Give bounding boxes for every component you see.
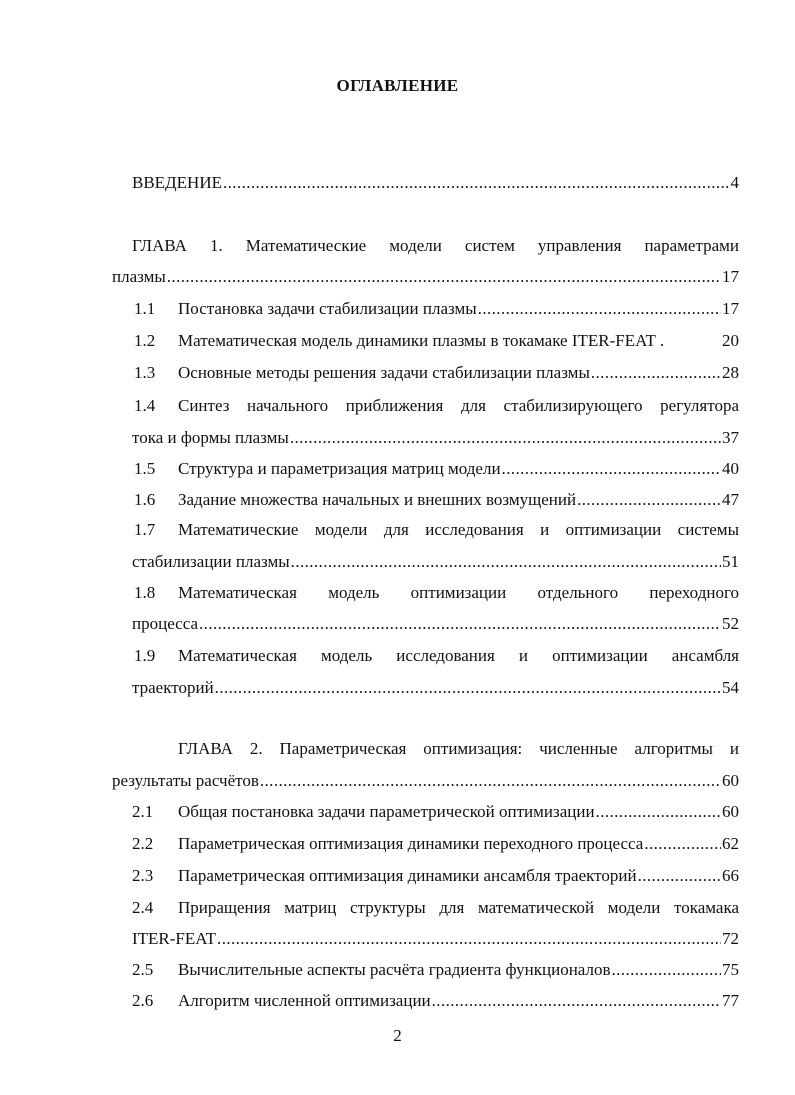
toc-entry-page: 37 xyxy=(722,428,739,447)
toc-entry-page: 17 xyxy=(722,267,739,286)
page-number: 2 xyxy=(393,1026,402,1045)
dot-leader xyxy=(644,833,721,855)
toc-entry-1-5 xyxy=(178,458,739,480)
toc-entry-text: Общая постановка задачи параметрической оптимизации xyxy=(178,802,595,821)
dot-leader xyxy=(478,298,721,320)
toc-entry-text: Структура и параметризация матриц модели xyxy=(178,459,501,478)
dot-leader xyxy=(290,427,721,449)
toc-entry-2-5 xyxy=(178,959,739,981)
toc-entry-2-1 xyxy=(178,801,739,823)
toc-entry-page: 28 xyxy=(722,363,739,382)
toc-entry-text: процесса xyxy=(132,614,199,633)
toc-entry-1-4-line2 xyxy=(132,427,739,449)
dot-leader xyxy=(199,613,721,635)
toc-entry-1-9-line1: Математическая модель исследования и оптимизации ансамбля xyxy=(178,646,739,665)
toc-entry-1-6 xyxy=(178,489,739,511)
toc-entry-2-4-line1: Приращения матриц структуры для математической модели токамака xyxy=(178,898,739,917)
toc-entry-1-7-line1: Математические модели для исследования и оптимизации системы xyxy=(178,520,739,539)
section-number: 1.5 xyxy=(134,459,156,478)
toc-entry-page: 47 xyxy=(722,490,739,509)
toc-entry-intro xyxy=(132,172,739,194)
dot-leader xyxy=(223,172,730,194)
section-number: 1.4 xyxy=(134,396,156,415)
toc-entry-text: Основные методы решения задачи стабилизации плазмы xyxy=(178,363,590,382)
toc-entry-2-6 xyxy=(178,990,739,1012)
chapter2-title-line1: ГЛАВА 2. Параметрическая оптимизация: численные алгоритмы и xyxy=(178,739,739,758)
toc-entry-text: Математическая модель динамики плазмы в токамаке ITER-FEAT . xyxy=(178,331,665,350)
toc-entry-page: 66 xyxy=(722,866,739,885)
toc-entry-2-3 xyxy=(178,865,739,887)
toc-entry-1-2 xyxy=(178,330,739,352)
toc-entry-1-8-line2 xyxy=(132,613,739,635)
section-number: 1.1 xyxy=(134,299,156,318)
toc-entry-page: 17 xyxy=(722,299,739,318)
section-number: 2.6 xyxy=(132,991,154,1010)
toc-entry-page: 60 xyxy=(722,802,739,821)
toc-entry-2-4-line2 xyxy=(132,928,739,950)
toc-entry-text: ITER-FEAT xyxy=(132,929,217,948)
section-number: 1.7 xyxy=(134,520,156,539)
dot-leader xyxy=(502,458,721,480)
dot-leader xyxy=(577,489,721,511)
dot-leader xyxy=(432,990,721,1012)
section-number: 2.3 xyxy=(132,866,154,885)
dot-leader xyxy=(215,677,721,699)
toc-entry-page: 52 xyxy=(722,614,739,633)
section-number: 1.8 xyxy=(134,583,156,602)
toc-entry-page: 40 xyxy=(722,459,739,478)
toc-entry-1-1 xyxy=(178,298,739,320)
toc-entry-page: 4 xyxy=(730,173,739,192)
section-number: 2.1 xyxy=(132,802,154,821)
toc-entry-text: Задание множества начальных и внешних возмущений xyxy=(178,490,577,509)
dot-leader xyxy=(167,266,721,288)
toc-entry-page: 51 xyxy=(722,552,739,571)
toc-heading: ОГЛАВЛЕНИЕ xyxy=(336,76,459,95)
dot-leader xyxy=(596,801,721,823)
chapter1-title-line2 xyxy=(112,266,739,288)
section-number: 1.3 xyxy=(134,363,156,382)
toc-entry-text: результаты расчётов xyxy=(112,771,259,790)
toc-entry-1-8-line1: Математическая модель оптимизации отдельного переходного xyxy=(178,583,739,602)
toc-entry-text: Вычислительные аспекты расчёта градиента функционалов xyxy=(178,960,611,979)
section-number: 2.5 xyxy=(132,960,154,979)
toc-entry-page: 60 xyxy=(722,771,739,790)
dot-leader xyxy=(638,865,721,887)
chapter2-title-line2 xyxy=(112,770,739,792)
toc-entry-text: ВВЕДЕНИЕ xyxy=(132,173,222,192)
section-number: 2.4 xyxy=(132,898,154,917)
dot-leader xyxy=(591,362,721,384)
toc-entry-1-7-line2 xyxy=(132,551,739,573)
dot-leader xyxy=(217,928,721,950)
toc-entry-page: 62 xyxy=(722,834,739,853)
chapter1-title-line1: ГЛАВА 1. Математические модели систем управления параметрами xyxy=(132,236,739,255)
section-number: 2.2 xyxy=(132,834,154,853)
toc-entry-1-4-line1: Синтез начального приближения для стабилизирующего регулятора xyxy=(178,396,739,415)
toc-entry-text: стабилизации плазмы xyxy=(132,552,290,571)
toc-entry-1-3 xyxy=(178,362,739,384)
toc-entry-page: 54 xyxy=(722,678,739,697)
toc-entry-page: 75 xyxy=(722,960,739,979)
toc-entry-text: Параметрическая оптимизация динамики переходного процесса xyxy=(178,834,644,853)
toc-entry-page: 72 xyxy=(722,929,739,948)
section-number: 1.9 xyxy=(134,646,156,665)
section-number: 1.2 xyxy=(134,331,156,350)
toc-entry-text: плазмы xyxy=(112,267,166,286)
toc-entry-text: тока и формы плазмы xyxy=(132,428,289,447)
dot-leader xyxy=(291,551,721,573)
toc-entry-text: Параметрическая оптимизация динамики ансамбля траекторий xyxy=(178,866,637,885)
toc-entry-text: траекторий xyxy=(132,678,214,697)
dot-leader xyxy=(260,770,721,792)
toc-entry-2-2 xyxy=(178,833,739,855)
toc-entry-page: 77 xyxy=(722,991,739,1010)
toc-entry-1-9-line2 xyxy=(132,677,739,699)
toc-entry-page: 20 xyxy=(722,331,739,350)
toc-entry-text: Постановка задачи стабилизации плазмы xyxy=(178,299,477,318)
toc-entry-text: Алгоритм численной оптимизации xyxy=(178,991,431,1010)
section-number: 1.6 xyxy=(134,490,156,509)
dot-leader xyxy=(612,959,722,981)
